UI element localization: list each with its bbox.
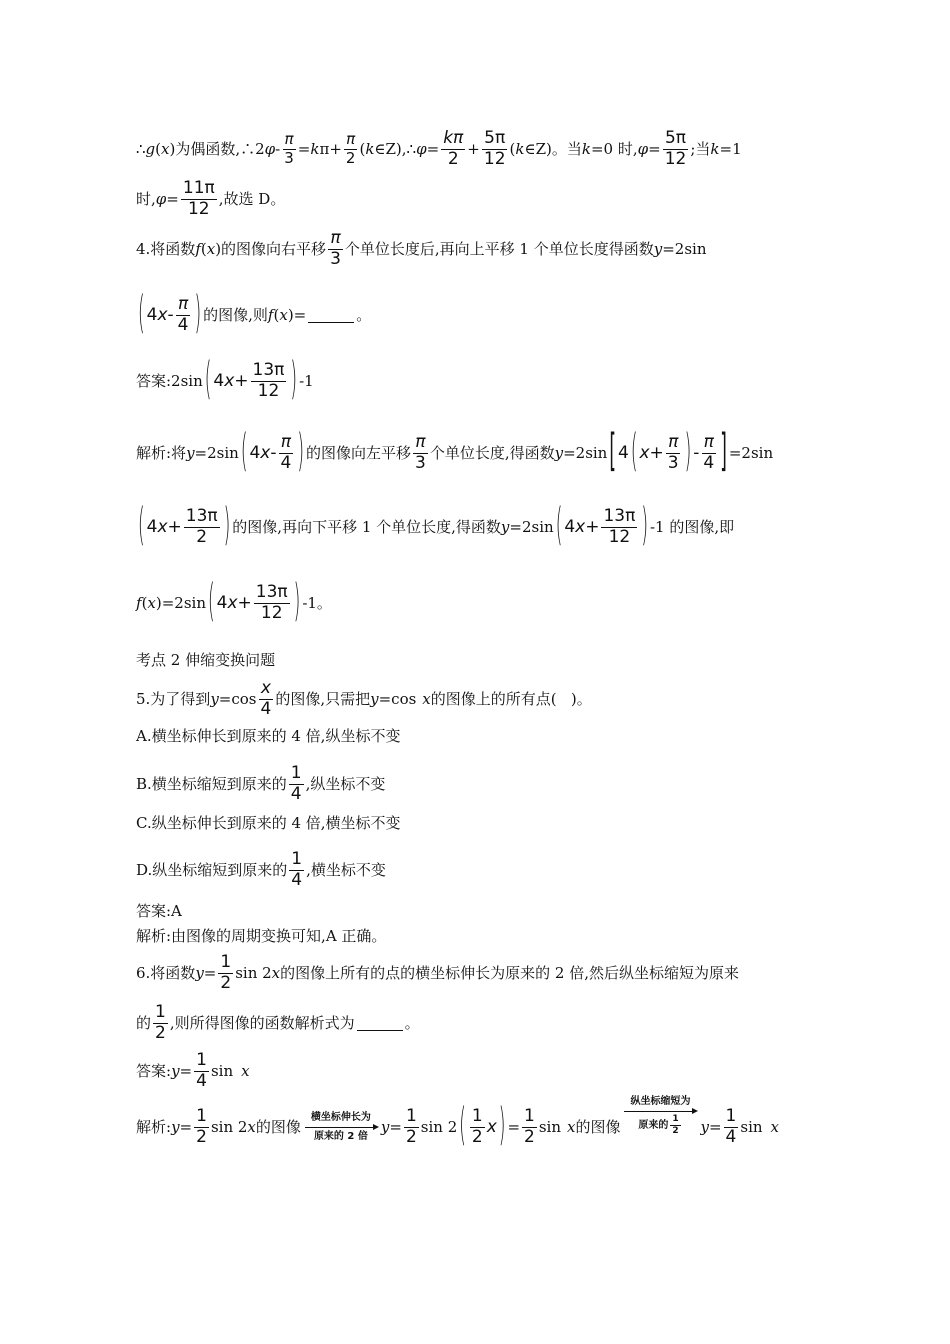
text: 的图像 [255, 1118, 301, 1137]
text: 的图像向左平移 [305, 444, 411, 463]
fraction: $\frac{\pi}{3}$ [667, 432, 679, 473]
text: =1 [719, 140, 742, 159]
text: 4 [213, 371, 225, 392]
text: )的图像向右平移 [215, 240, 327, 259]
solution3-line1 [136, 130, 830, 169]
var-x: x [260, 443, 271, 464]
text: 答案:A [136, 902, 182, 920]
op: + [167, 517, 182, 538]
var-y: y [171, 1118, 180, 1137]
text: =0 时, [590, 140, 638, 159]
op: = [389, 1118, 402, 1137]
text: 4 [564, 517, 576, 538]
text: -1。 [302, 594, 332, 613]
var-k: k [310, 140, 320, 159]
text: ( [155, 140, 162, 159]
op: - [693, 443, 700, 464]
solution3-line2 [136, 180, 830, 219]
arrow-label-top: 横坐标伸长为 [310, 1111, 371, 1123]
option-a [136, 727, 830, 745]
op: = [297, 140, 311, 159]
var-x: x [224, 371, 235, 392]
text: =cos [378, 690, 417, 709]
text: )为偶函数,∴2 [169, 140, 265, 159]
arrow-icon [305, 1127, 377, 1128]
text: 个单位长度,得函数 [429, 444, 555, 463]
text: 4 [146, 305, 158, 326]
text: ,故选 D。 [218, 190, 286, 209]
question4-line2: ( 4 x - $\frac{\pi}{4}$ ) 的图像,则 f ( x )= 。 [138, 288, 372, 341]
text: 。 [356, 306, 372, 325]
fraction: $\frac{1}{4}$ [290, 763, 302, 804]
arrow-icon [624, 1111, 696, 1112]
fraction: $\frac{1}{2}$ [524, 1106, 535, 1147]
text: 4 [216, 593, 228, 614]
var-phi: φ [155, 190, 167, 209]
text: 的 [136, 1014, 152, 1033]
var-x: x [147, 594, 156, 613]
text: ,则所得图像的函数解析式为 [169, 1014, 355, 1033]
op: + [467, 140, 480, 159]
option-text: D.纵坐标缩短到原来的 [136, 861, 288, 880]
option-text: ,横坐标不变 [306, 861, 386, 880]
fraction: $\frac{\pi}{2}$ [345, 130, 356, 167]
text: 个单位长度后,再向上平移 1 个单位长度得函数 [344, 240, 654, 259]
op: = [203, 964, 217, 983]
text: sin 2 [210, 1118, 248, 1137]
analysis6: 解析: y = $\frac{1}{2}$ sin 2 x 的图像 横坐标伸长为 原来的 2 倍 y = $\frac{1}{2}$ sin 2 ( $\frac{1}{2}$ x ) = $\frac{1}{2}$ sin x 的图像 纵坐标缩短为 原来的 $\frac{1}{2}$ y = $\frac{1}{4}$ sin x [136, 1095, 779, 1153]
text: ( [509, 140, 516, 159]
var-y: y [700, 1118, 709, 1137]
op: + [234, 371, 249, 392]
option-c [136, 814, 830, 832]
answer4: 答案:2sin ( 4 x + $\frac{13\pi}{12}$ ) -1 [136, 354, 314, 407]
fraction: $\frac{11\pi}{12}$ [182, 178, 215, 219]
text: 解析: [136, 1118, 172, 1137]
arrow-label-bottom: 原来的 2 倍 [313, 1130, 368, 1142]
answer5 [136, 902, 830, 920]
var-x: x [157, 517, 168, 538]
var-y: y [370, 690, 379, 709]
text: 解析:将 [136, 444, 187, 463]
fraction: $\frac{1}{2}$ [155, 1002, 166, 1043]
op: - [270, 443, 277, 464]
text: 时, [136, 190, 156, 209]
var-y: y [500, 518, 510, 537]
analysis4-line3: f ( x )=2sin ( 4 x + $\frac{13\pi}{12}$ ) -1。 [136, 576, 332, 629]
fraction: $\frac{1}{2}$ [196, 1106, 207, 1147]
fraction: $\frac{\pi}{4}$ [280, 432, 292, 473]
var-phi: φ [264, 140, 276, 159]
op: = [708, 1118, 722, 1137]
var-f: f [136, 594, 142, 613]
var-x: x [575, 517, 586, 538]
text: 的图像,再向下平移 1 个单位长度,得函数 [232, 518, 501, 537]
var-y: y [186, 444, 195, 463]
text: 的图像,只需把 [275, 690, 371, 709]
answer-blank [308, 308, 354, 323]
text: sin [210, 1062, 234, 1081]
answer-blank [357, 1016, 403, 1031]
var-x: x [161, 140, 170, 159]
option-text: A.横坐标伸长到原来的 4 倍,纵坐标不变 [136, 727, 401, 745]
text: )= [287, 306, 307, 325]
var-y: y [195, 964, 204, 983]
fraction: $\frac{13\pi}{12}$ [603, 506, 636, 547]
text: =2sin [728, 444, 774, 463]
option-b [136, 765, 830, 804]
text: sin [538, 1118, 561, 1137]
text: ∈Z)。当 [524, 140, 582, 159]
text: 4 [249, 443, 261, 464]
text: 4 [618, 443, 629, 464]
text: =2sin [194, 444, 239, 463]
fraction: $\frac{1}{2}$ [220, 952, 232, 993]
text: 答案:2sin [136, 372, 203, 391]
section-heading [136, 651, 830, 669]
text: 4 [146, 517, 158, 538]
option-text: ,纵坐标不变 [305, 775, 386, 794]
answer6 [136, 1052, 830, 1091]
text: sin 2 [235, 964, 272, 983]
text: 。 [404, 1014, 420, 1033]
var-phi: φ [416, 140, 427, 159]
var-phi: φ [637, 140, 649, 159]
fraction: $\frac{x}{4}$ [260, 678, 272, 719]
var-y: y [554, 444, 564, 463]
var-x: x [486, 1117, 497, 1138]
question5 [136, 680, 830, 719]
var-g: g [145, 140, 156, 159]
analysis4-line2: ( 4 x + $\frac{13\pi}{2}$ ) 的图像,再向下平移 1 个单位长度,得函数 y =2sin ( 4 x + $\frac{13\pi}{12}$ ) -1 的图像,即 [138, 500, 735, 553]
var-y: y [380, 1118, 390, 1137]
op: + [237, 593, 252, 614]
var-k: k [710, 140, 720, 159]
text: -1 [299, 372, 314, 391]
fraction: $\frac{13\pi}{12}$ [252, 360, 285, 401]
op: - [167, 305, 174, 326]
text: ;当 [690, 140, 711, 159]
var-y: y [171, 1062, 180, 1081]
var-x: x [639, 443, 650, 464]
text: ( [273, 306, 280, 325]
text: =2sin [509, 518, 554, 537]
op: = [507, 1118, 521, 1137]
op: = [179, 1062, 193, 1081]
text: 4.将函数 [136, 240, 196, 259]
var-x: x [279, 306, 288, 325]
var-f: f [267, 306, 274, 325]
fraction: $\frac{1}{4}$ [291, 849, 303, 890]
var-x: x [206, 240, 216, 259]
var-x: x [770, 1118, 779, 1137]
text: 5.为了得到 [136, 690, 211, 709]
op: = [648, 140, 661, 159]
question6-line1 [136, 954, 830, 993]
var-x: x [157, 305, 168, 326]
text: =2sin [563, 444, 608, 463]
arrow-label-top: 纵坐标缩短为 [630, 1095, 691, 1107]
text: 解析:由图像的周期变换可知,A 正确。 [136, 927, 387, 945]
text: =2sin [662, 240, 707, 259]
var-x: x [567, 1118, 576, 1137]
fraction: $\frac{1}{2}$ [405, 1106, 417, 1147]
fraction: $\frac{\pi}{4}$ [703, 432, 715, 473]
option-text: C.纵坐标伸长到原来的 4 倍,横坐标不变 [136, 814, 401, 832]
fraction: $\frac{5\pi}{12}$ [664, 128, 687, 169]
var-x: x [227, 593, 238, 614]
text: ( [141, 594, 148, 613]
op: = [426, 140, 440, 159]
op: + [649, 443, 664, 464]
text: )=2sin [155, 594, 207, 613]
analysis5 [136, 927, 830, 945]
text: -1 的图像,即 [649, 518, 735, 537]
text: 6.将函数 [136, 964, 196, 983]
transform-arrow-2 [624, 1096, 696, 1137]
text: 的图像上所有的点的横坐标伸长为原来的 2 倍,然后纵坐标缩短为原来 [280, 964, 739, 983]
question6-line2 [136, 1004, 830, 1043]
text: sin 2 [420, 1118, 458, 1137]
fraction: $\frac{\pi}{3}$ [414, 432, 426, 473]
op: = [166, 190, 179, 209]
text: ( [359, 140, 366, 159]
var-k: k [581, 140, 591, 159]
var-x: x [271, 964, 281, 983]
transform-arrow-1 [305, 1112, 377, 1143]
arrow-label-bottom: 原来的 [638, 1119, 669, 1131]
text: π [319, 140, 330, 159]
fraction: $\frac{1}{2}$ [471, 1106, 483, 1147]
fraction: $\frac{1}{4}$ [725, 1106, 737, 1147]
text: 答案: [136, 1062, 172, 1081]
question4-line1 [136, 230, 830, 269]
var-f: f [195, 240, 201, 259]
text: ∴ [136, 140, 146, 159]
op: + [329, 140, 342, 159]
text: ∈Z),∴ [374, 140, 417, 159]
op: + [585, 517, 600, 538]
text: 的图像,则 [203, 306, 268, 325]
op: - [275, 140, 281, 159]
var-x: x [241, 1062, 250, 1081]
fraction: $\frac{5\pi}{12}$ [483, 128, 506, 169]
text: ( [200, 240, 207, 259]
fraction: $\frac{\pi}{3}$ [284, 130, 294, 167]
fraction: $\frac{1}{4}$ [196, 1050, 207, 1091]
fraction: $\frac{1}{2}$ [672, 1113, 679, 1137]
text: 的图像上的所有点( )。 [430, 690, 592, 709]
var-k: k [365, 140, 375, 159]
fraction: $\frac{k\pi}{2}$ [443, 128, 464, 169]
text: =cos [218, 690, 257, 709]
text: 的图像 [575, 1118, 621, 1137]
var-y: y [210, 690, 219, 709]
op: = [179, 1118, 193, 1137]
var-x: x [247, 1118, 256, 1137]
var-y: y [653, 240, 663, 259]
option-d [136, 851, 830, 890]
option-text: B.横坐标缩短到原来的 [136, 775, 287, 794]
fraction: $\frac{13\pi}{12}$ [255, 582, 288, 623]
fraction: $\frac{\pi}{4}$ [177, 294, 189, 335]
fraction: $\frac{13\pi}{2}$ [185, 506, 218, 547]
analysis4-line1: 解析:将 y =2sin ( 4 x - $\frac{\pi}{4}$ ) 的图像向左平移 $\frac{\pi}{3}$ 个单位长度,得函数 y =2sin [ 4 ( x + $\frac{\pi}{3}$ ) - $\frac{\pi}{4}$ ] =2sin [136, 426, 774, 479]
fraction: $\frac{\pi}{3}$ [330, 228, 341, 269]
var-x: x [422, 690, 431, 709]
var-k: k [515, 140, 525, 159]
section-title: 考点 2 伸缩变换问题 [136, 651, 276, 669]
text: sin [740, 1118, 763, 1137]
